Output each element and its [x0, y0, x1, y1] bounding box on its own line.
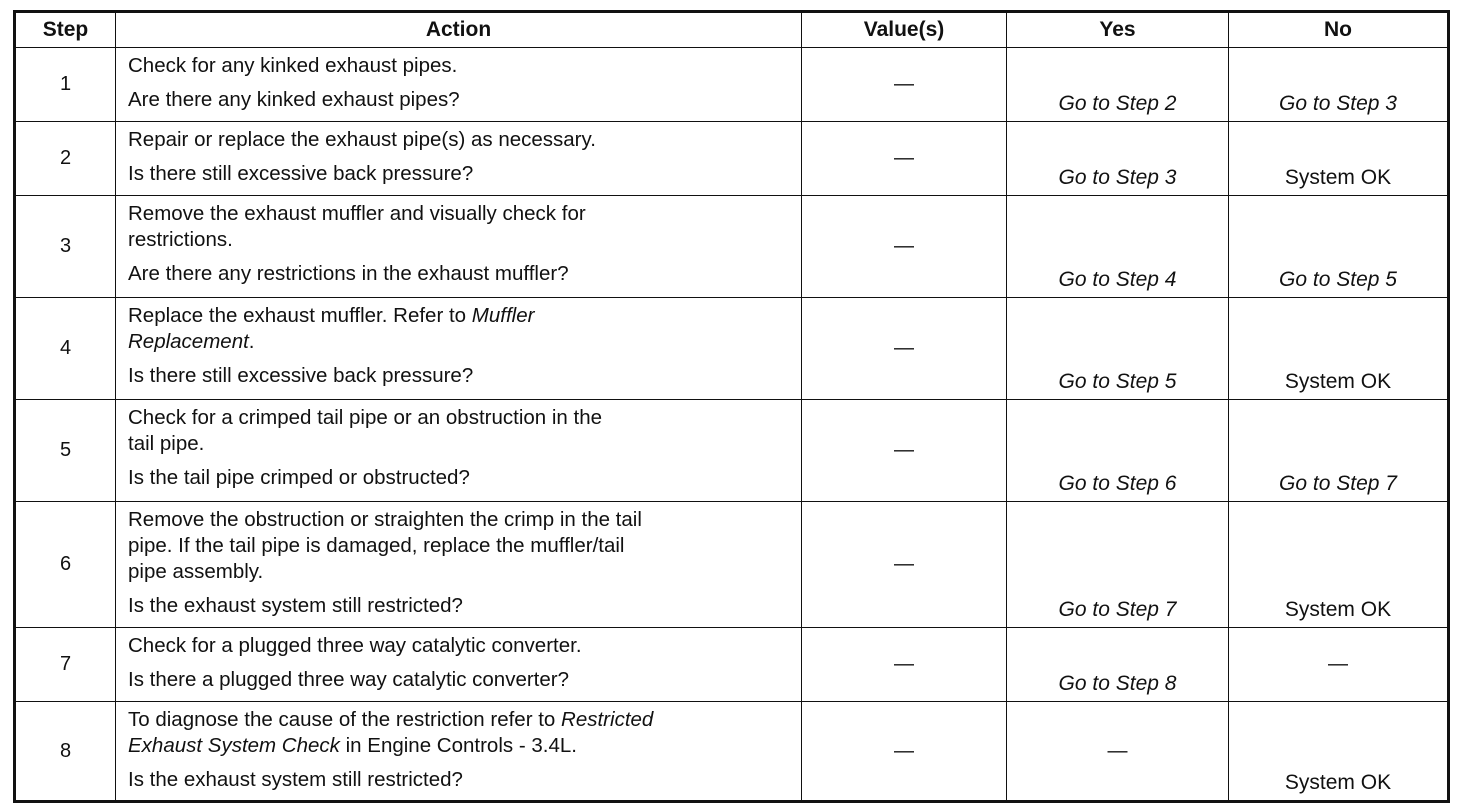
yes-cell: — — [1007, 702, 1229, 802]
action-text: Check for a plugged three way catalytic converter. — [128, 634, 582, 657]
no-cell: Go to Step 3 — [1229, 48, 1449, 122]
action-cell — [116, 48, 802, 122]
action-text: Repair or replace the exhaust pipe(s) as necessary. — [128, 128, 596, 151]
step-number: 8 — [15, 702, 116, 802]
step-number: 6 — [15, 502, 116, 628]
yes-cell: Go to Step 7 — [1007, 502, 1229, 628]
action-question: Is the exhaust system still restricted? — [128, 594, 463, 617]
action-question: Is there still excessive back pressure? — [128, 162, 474, 185]
reference-link: Replacement — [128, 330, 249, 353]
step-number: 7 — [15, 628, 116, 702]
header-row — [15, 12, 1449, 48]
header-no: No — [1229, 12, 1449, 48]
value-cell: — — [802, 122, 1007, 196]
no-cell: — — [1229, 628, 1449, 702]
action-text: pipe assembly. — [128, 560, 264, 583]
value-cell: — — [802, 400, 1007, 502]
header-yes: Yes — [1007, 12, 1229, 48]
action-question: Are there any restrictions in the exhaust muffler? — [128, 262, 569, 285]
table-row — [15, 628, 1449, 702]
yes-cell: Go to Step 4 — [1007, 196, 1229, 298]
no-cell: System OK — [1229, 298, 1449, 400]
reference-link: Restricted — [561, 708, 654, 731]
header-step: Step — [15, 12, 116, 48]
value-cell: — — [802, 702, 1007, 802]
table-row — [15, 702, 1449, 802]
table-row — [15, 48, 1449, 122]
action-cell — [116, 196, 802, 298]
action-text: restrictions. — [128, 228, 233, 251]
action-question: Is there a plugged three way catalytic converter? — [128, 668, 569, 691]
action-text: tail pipe. — [128, 432, 205, 455]
diagnostic-table — [13, 10, 1450, 803]
action-cell — [116, 628, 802, 702]
action-text: Remove the obstruction or straighten the crimp in the tail — [128, 508, 642, 531]
step-number: 2 — [15, 122, 116, 196]
value-cell: — — [802, 628, 1007, 702]
step-number: 1 — [15, 48, 116, 122]
value-cell: — — [802, 196, 1007, 298]
yes-cell: Go to Step 6 — [1007, 400, 1229, 502]
table-row — [15, 400, 1449, 502]
no-cell: System OK — [1229, 702, 1449, 802]
no-cell: System OK — [1229, 502, 1449, 628]
table-row — [15, 122, 1449, 196]
no-cell: System OK — [1229, 122, 1449, 196]
action-question: Are there any kinked exhaust pipes? — [128, 88, 460, 111]
no-cell: Go to Step 7 — [1229, 400, 1449, 502]
action-text: Check for any kinked exhaust pipes. — [128, 54, 458, 77]
action-text: To diagnose the cause of the restriction refer to Restricted — [128, 708, 654, 731]
yes-cell: Go to Step 8 — [1007, 628, 1229, 702]
header-values: Value(s) — [802, 12, 1007, 48]
step-number: 4 — [15, 298, 116, 400]
yes-cell: Go to Step 2 — [1007, 48, 1229, 122]
action-cell — [116, 122, 802, 196]
action-text: Replace the exhaust muffler. Refer to Muffler — [128, 304, 535, 327]
action-text: pipe. If the tail pipe is damaged, replace the muffler/tail — [128, 534, 625, 557]
action-cell — [116, 702, 802, 802]
value-cell: — — [802, 48, 1007, 122]
step-number: 3 — [15, 196, 116, 298]
action-text: Check for a crimped tail pipe or an obstruction in the — [128, 406, 603, 429]
action-text: Exhaust System Check in Engine Controls - 3.4L. — [128, 734, 577, 757]
no-cell: Go to Step 5 — [1229, 196, 1449, 298]
header-action: Action — [116, 12, 802, 48]
table-row — [15, 502, 1449, 628]
value-cell: — — [802, 502, 1007, 628]
table-row — [15, 196, 1449, 298]
action-question: Is the exhaust system still restricted? — [128, 768, 463, 791]
action-question: Is there still excessive back pressure? — [128, 364, 474, 387]
yes-cell: Go to Step 3 — [1007, 122, 1229, 196]
step-number: 5 — [15, 400, 116, 502]
action-cell — [116, 502, 802, 628]
action-text: Remove the exhaust muffler and visually check for — [128, 202, 586, 225]
action-cell — [116, 298, 802, 400]
action-cell — [116, 400, 802, 502]
value-cell: — — [802, 298, 1007, 400]
yes-cell: Go to Step 5 — [1007, 298, 1229, 400]
action-question: Is the tail pipe crimped or obstructed? — [128, 466, 470, 489]
table-row — [15, 298, 1449, 400]
reference-link: Muffler — [471, 304, 535, 327]
action-text: Replacement. — [128, 330, 255, 353]
reference-link: Exhaust System Check — [128, 734, 340, 757]
